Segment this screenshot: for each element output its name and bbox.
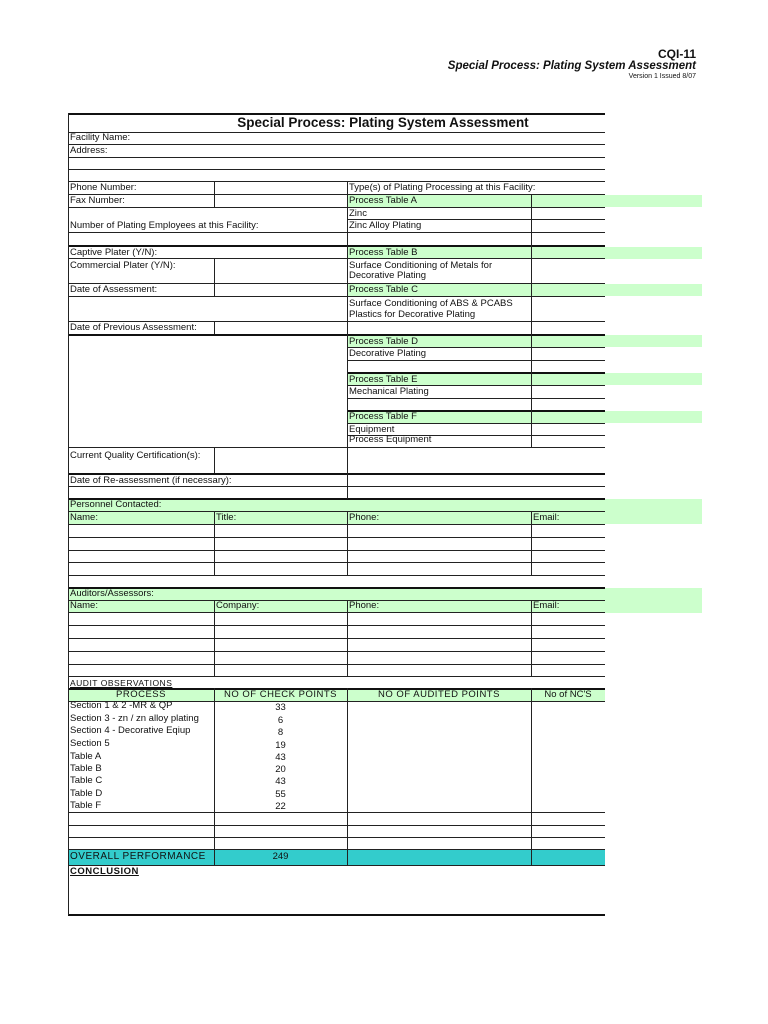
commercial-plater-label: Commercial Plater (Y/N): [70, 260, 176, 271]
process-item: Zinc [349, 208, 367, 219]
date-reassessment-label: Date of Re-assessment (if necessary): [70, 475, 232, 486]
process-table-b-label: Process Table B [349, 247, 418, 258]
process-table-d-label: Process Table D [349, 336, 418, 347]
address-label: Address: [70, 145, 108, 156]
doc-code: CQI-11 [657, 47, 696, 61]
process-item: Zinc Alloy Plating [349, 220, 422, 231]
overall-performance-label: OVERALL PERFORMANCE [70, 851, 206, 862]
obs-row-process: Table C [70, 775, 103, 786]
facility-name-label: Facility Name: [70, 132, 131, 143]
auditors-col-company: Company: [216, 600, 260, 611]
process-item: Equipment [349, 424, 395, 435]
obs-row-checkpoints: 33 [275, 702, 286, 713]
obs-row-checkpoints: 6 [277, 715, 284, 726]
personnel-heading: Personnel Contacted: [70, 499, 162, 510]
obs-row-process: Table B [70, 763, 102, 774]
process-item: Decorative Plating [349, 270, 427, 281]
obs-row-process: Section 1 & 2 -MR & QP [70, 700, 173, 711]
obs-row-process: Section 5 [70, 738, 110, 749]
phone-number-label: Phone Number: [70, 182, 137, 193]
process-item: Plastics for Decorative Plating [349, 309, 476, 320]
personnel-col-email: Email: [533, 512, 560, 523]
date-previous-label: Date of Previous Assessment: [70, 322, 197, 333]
auditors-heading: Auditors/Assessors: [70, 588, 154, 599]
process-item: Surface Conditioning of ABS & PCABS [349, 298, 513, 309]
observations-heading: AUDIT OBSERVATIONS [70, 678, 173, 688]
num-employees-label: Number of Plating Employees at this Facility: [70, 220, 259, 231]
auditors-col-email: Email: [533, 600, 560, 611]
auditors-col-phone: Phone: [349, 600, 380, 611]
obs-row-process: Table A [70, 751, 102, 762]
obs-col-audited-points: NO OF AUDITED POINTS [378, 689, 500, 700]
obs-col-check-points: NO OF CHECK POINTS [224, 689, 337, 700]
overall-performance-value: 249 [272, 851, 289, 862]
obs-row-process: Section 3 - zn / zn alloy plating [70, 713, 199, 724]
current-cert-label: Current Quality Certification(s): [70, 450, 201, 461]
plating-types-heading: Type(s) of Plating Processing at this Facility: [349, 182, 536, 193]
obs-row-checkpoints: 8 [277, 727, 284, 738]
captive-plater-label: Captive Plater (Y/N): [70, 247, 158, 258]
obs-row-checkpoints: 43 [275, 752, 286, 763]
obs-col-ncs: No of NC'S [544, 689, 592, 700]
conclusion-label: CONCLUSION [70, 866, 139, 877]
process-item: Mechanical Plating [349, 386, 429, 397]
obs-row-checkpoints: 43 [275, 776, 286, 787]
personnel-col-title: Title: [216, 512, 237, 523]
doc-title: Special Process: Plating System Assessment [447, 60, 696, 72]
form-title: Special Process: Plating System Assessment [237, 115, 529, 130]
personnel-col-phone: Phone: [349, 512, 380, 523]
personnel-col-name: Name: [70, 512, 98, 523]
obs-row-process: Section 4 - Decorative Eqiup [70, 725, 191, 736]
process-table-a-label: Process Table A [349, 195, 417, 206]
process-table-f-label: Process Table F [349, 411, 417, 422]
fax-number-label: Fax Number: [70, 195, 125, 206]
obs-row-checkpoints: 55 [275, 789, 286, 800]
obs-row-checkpoints: 19 [275, 740, 286, 751]
obs-row-process: Table D [70, 788, 103, 799]
obs-row-process: Table F [70, 800, 102, 811]
process-item: Surface Conditioning of Metals for [349, 260, 493, 271]
obs-row-checkpoints: 20 [275, 764, 286, 775]
process-table-e-label: Process Table E [349, 374, 418, 385]
doc-version: Version 1 Issued 8/07 [628, 73, 696, 80]
obs-col-process: PROCESS [116, 689, 166, 700]
date-of-assessment-label: Date of Assessment: [70, 284, 158, 295]
obs-row-checkpoints: 22 [275, 801, 286, 812]
process-table-c-label: Process Table C [349, 284, 418, 295]
process-item: Decorative Plating [349, 348, 427, 359]
auditors-col-name: Name: [70, 600, 98, 611]
process-item: Process Equipment [349, 434, 432, 445]
